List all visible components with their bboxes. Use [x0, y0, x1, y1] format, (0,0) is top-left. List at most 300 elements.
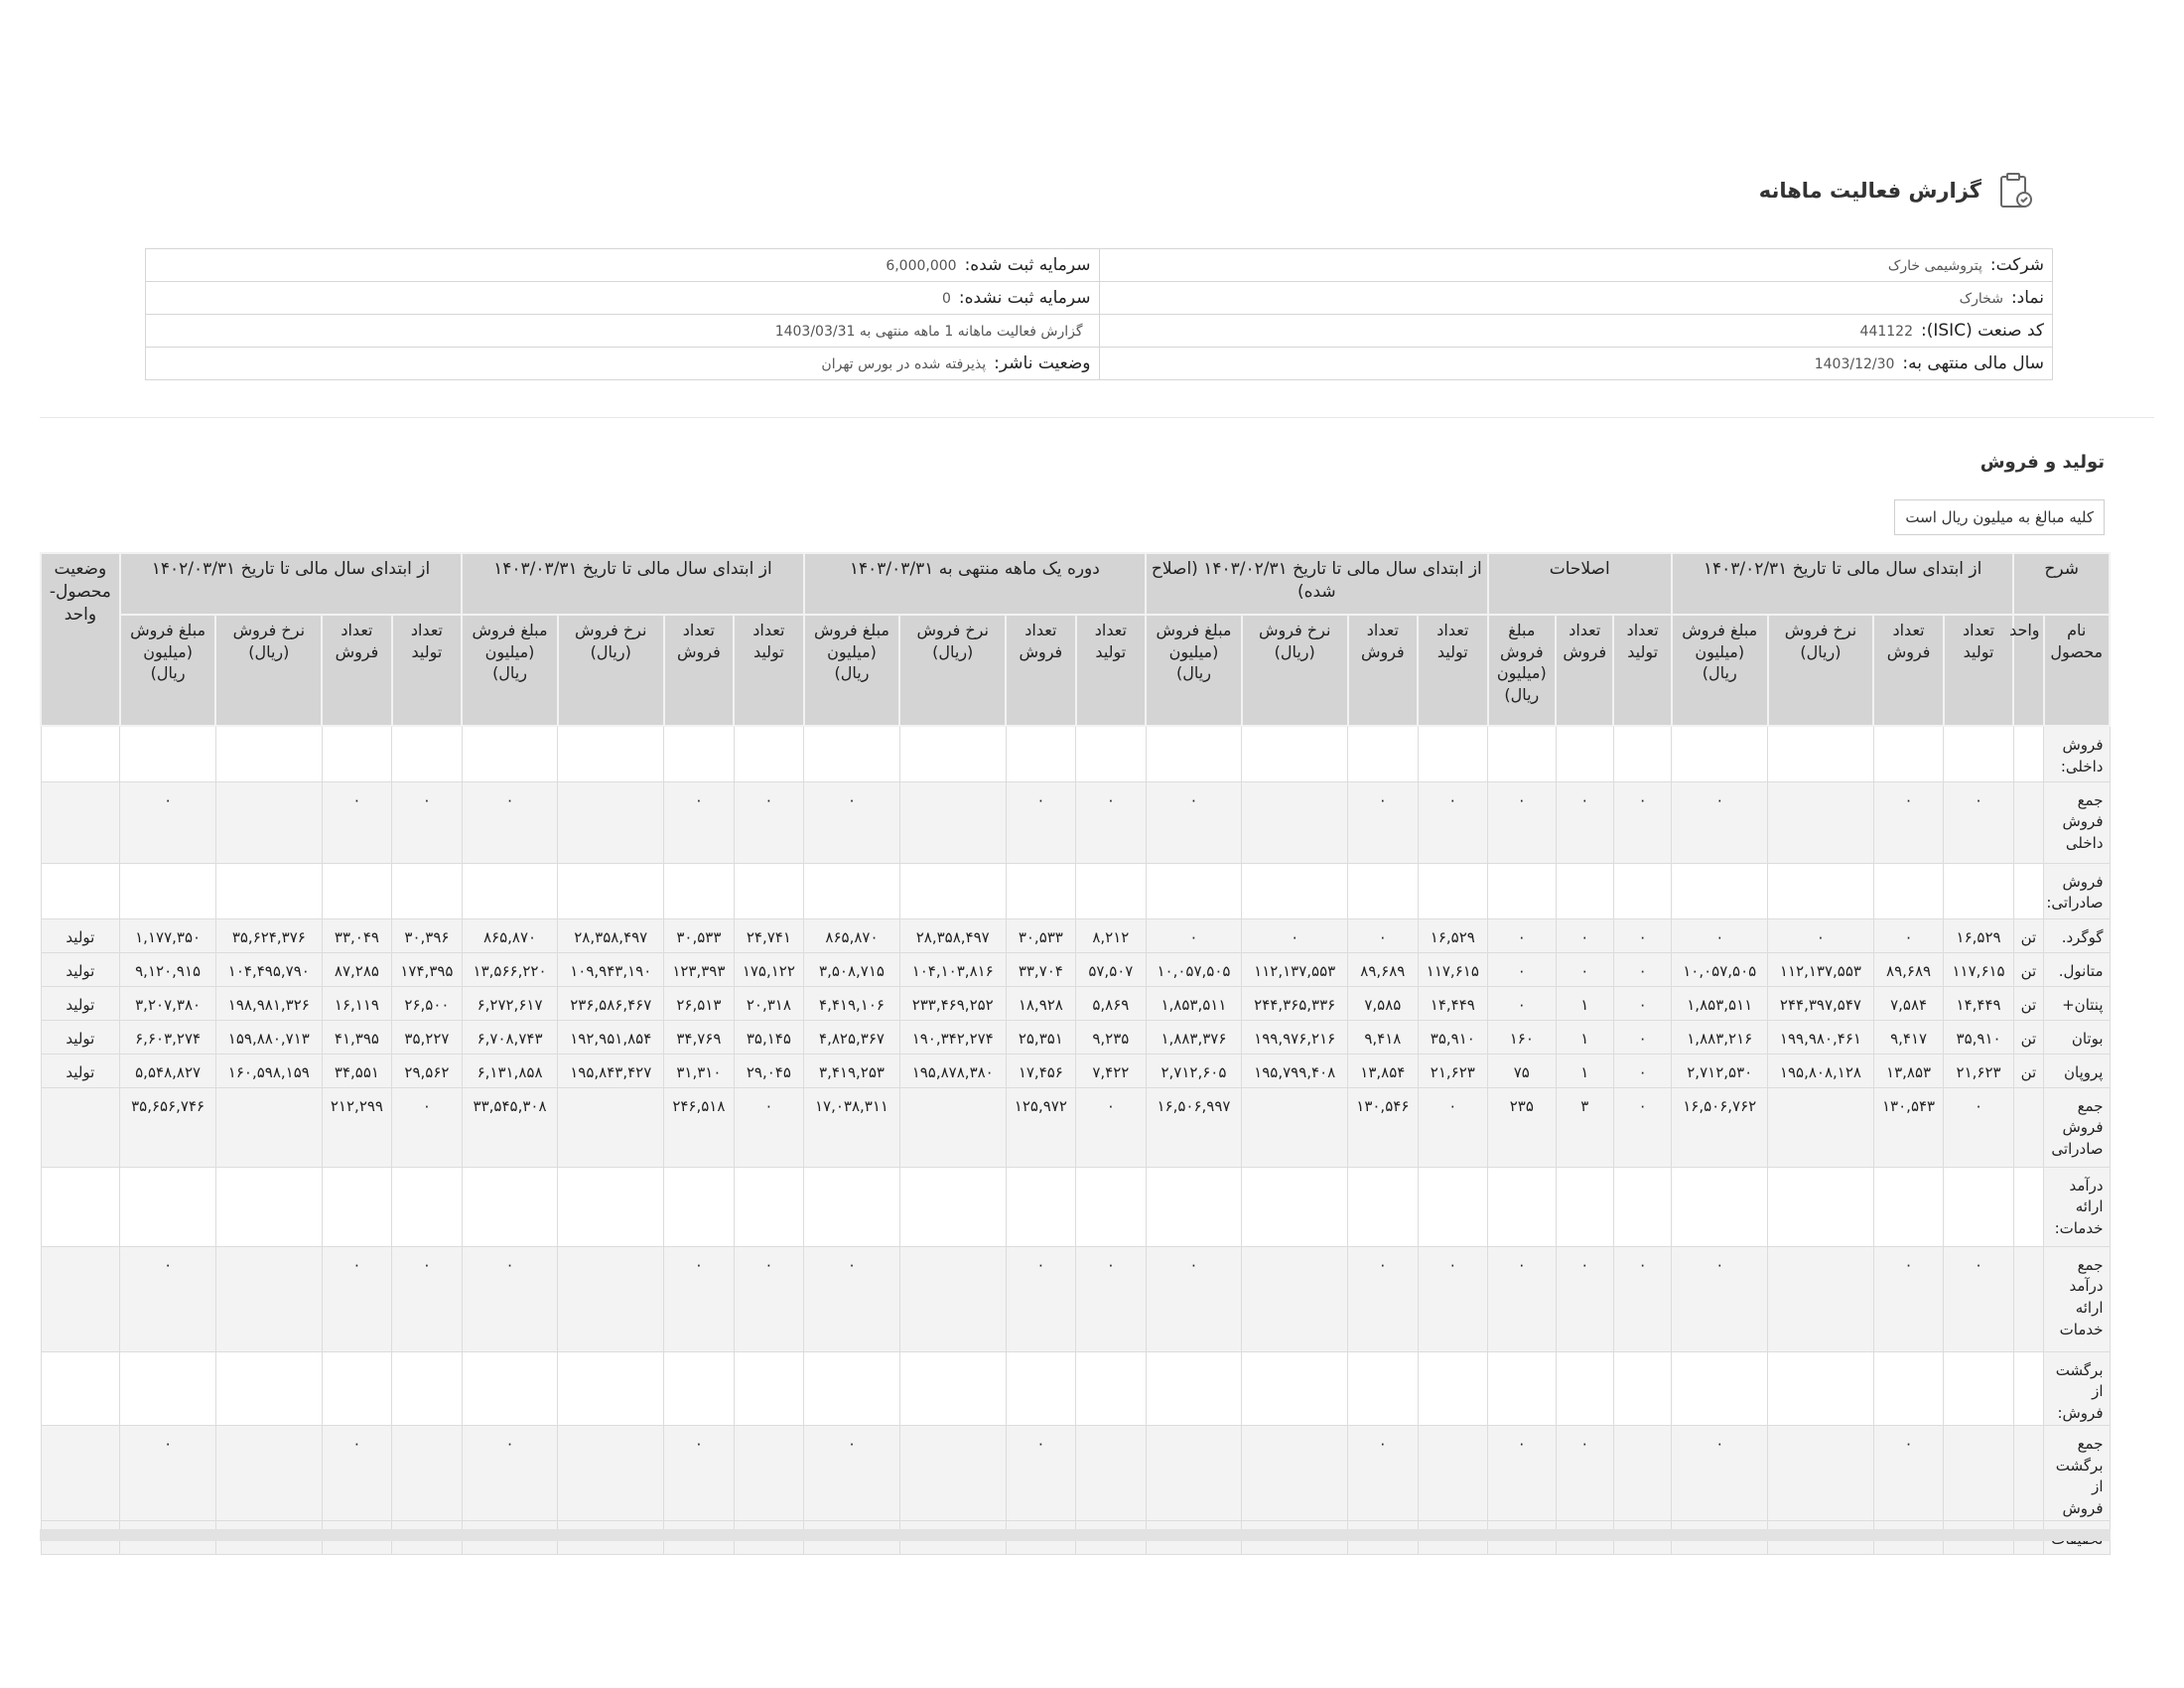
unit-cell: [2013, 781, 2043, 863]
row-label: فروش صادراتی:: [2044, 863, 2110, 918]
table-cell: [215, 1351, 322, 1425]
row-label: متانول.: [2044, 952, 2110, 986]
table-cell: [804, 863, 900, 918]
table-cell: ۱: [1556, 986, 1613, 1020]
table-cell: [1944, 726, 2014, 781]
table-cell: [1944, 863, 2014, 918]
column-header: مبلغ فروش (میلیون ریال): [1146, 615, 1242, 726]
table-cell: ۰: [1873, 918, 1944, 952]
table-cell: [1076, 1425, 1147, 1520]
table-cell: ۱۷,۰۳۸,۳۱۱: [804, 1087, 900, 1167]
table-cell: ۰: [1418, 1246, 1488, 1351]
table-cell: ۷۵: [1488, 1054, 1556, 1087]
table-cell: ۱۳۰,۵۴۶: [1348, 1087, 1419, 1167]
table-cell: ۳۱,۳۱۰: [664, 1054, 735, 1087]
table-cell: ۹,۴۱۷: [1873, 1020, 1944, 1054]
table-cell: [1556, 1167, 1613, 1246]
table-cell: [1348, 1351, 1419, 1425]
column-header: تعداد تولید: [1944, 615, 2014, 726]
group-header: از ابتدای سال مالی تا تاریخ ۱۴۰۳/۰۲/۳۱: [1672, 553, 2013, 615]
table-cell: [1418, 1167, 1488, 1246]
unit-cell: تن: [2013, 1054, 2043, 1087]
info-cell-right: [1099, 282, 2053, 315]
table-cell: ۰: [1556, 1246, 1613, 1351]
table-cell: [215, 726, 322, 781]
table-cell: [1242, 1351, 1348, 1425]
table-cell: [322, 726, 392, 781]
table-cell: ۰: [664, 1425, 735, 1520]
table-cell: ۰: [1613, 1087, 1671, 1167]
table-cell: ۳۳,۷۰۴: [1006, 952, 1076, 986]
row-label: پنتان+: [2044, 986, 2110, 1020]
table-cell: [1418, 863, 1488, 918]
table-cell: ۳۵,۹۱۰: [1944, 1020, 2014, 1054]
table-cell: ۲۴۴,۳۹۷,۵۴۷: [1768, 986, 1874, 1020]
table-cell: [1768, 726, 1874, 781]
table-cell: [664, 1167, 735, 1246]
table-cell: [664, 863, 735, 918]
table-cell: ۰: [1672, 918, 1768, 952]
table-cell: ۸,۲۱۲: [1076, 918, 1147, 952]
page-title-text: گزارش فعالیت ماهانه: [1758, 179, 1981, 203]
table-cell: [1076, 1167, 1147, 1246]
table-cell: [734, 1351, 804, 1425]
table-cell: ۱۵۹,۸۸۰,۷۱۳: [215, 1020, 322, 1054]
table-cell: [1006, 1351, 1076, 1425]
table-cell: [1418, 726, 1488, 781]
table-cell: [1768, 863, 1874, 918]
table-cell: ۰: [322, 781, 392, 863]
status-cell: تولید: [41, 918, 120, 952]
info-value: شخارک: [1959, 291, 2003, 307]
table-cell: ۶,۱۳۱,۸۵۸: [462, 1054, 558, 1087]
table-cell: [899, 781, 1006, 863]
table-cell: [734, 1425, 804, 1520]
table-cell: ۳۳,۵۴۵,۳۰۸: [462, 1087, 558, 1167]
table-cell: ۰: [1006, 1425, 1076, 1520]
table-cell: ۰: [392, 1087, 463, 1167]
table-cell: ۰: [1006, 1246, 1076, 1351]
column-header: تعداد فروش: [1556, 615, 1613, 726]
table-cell: ۰: [1146, 1246, 1242, 1351]
table-cell: ۳۰,۳۹۶: [392, 918, 463, 952]
table-cell: ۰: [1944, 1087, 2014, 1167]
info-label: سال مالی منتهی به:: [1902, 353, 2044, 373]
table-cell: [1076, 726, 1147, 781]
table-cell: ۱۰,۰۵۷,۵۰۵: [1672, 952, 1768, 986]
table-cell: ۷,۵۸۴: [1873, 986, 1944, 1020]
table-cell: ۱۹۹,۹۸۰,۴۶۱: [1768, 1020, 1874, 1054]
table-cell: ۱۴,۴۴۹: [1418, 986, 1488, 1020]
table-cell: ۸۹,۶۸۹: [1348, 952, 1419, 986]
column-header: نرخ فروش (ریال): [1242, 615, 1348, 726]
table-cell: ۳۰,۵۳۳: [664, 918, 735, 952]
table-cell: [899, 726, 1006, 781]
table-cell: ۱۲۳,۳۹۳: [664, 952, 735, 986]
table-cell: ۰: [1768, 918, 1874, 952]
table-cell: ۰: [1076, 781, 1147, 863]
section-row: [41, 863, 2110, 918]
table-cell: ۱۳,۸۵۳: [1873, 1054, 1944, 1087]
info-cell-left: [146, 315, 1100, 348]
table-cell: ۰: [1348, 918, 1419, 952]
table-cell: ۳۵,۱۴۵: [734, 1020, 804, 1054]
table-cell: ۶,۲۷۲,۶۱۷: [462, 986, 558, 1020]
table-cell: ۰: [462, 781, 558, 863]
table-cell: [558, 1167, 664, 1246]
table-cell: [558, 1246, 664, 1351]
table-cell: [1146, 726, 1242, 781]
table-row: [41, 918, 2110, 952]
table-cell: [899, 863, 1006, 918]
table-cell: [899, 1087, 1006, 1167]
table-cell: ۴,۸۲۵,۳۶۷: [804, 1020, 900, 1054]
table-cell: ۰: [1076, 1246, 1147, 1351]
unit-cell: [2013, 1351, 2043, 1425]
table-cell: ۱۶۰: [1488, 1020, 1556, 1054]
table-cell: [215, 863, 322, 918]
table-cell: [1076, 1351, 1147, 1425]
info-value: گزارش فعالیت ماهانه 1 ماهه منتهی به 1403/03/31: [774, 324, 1083, 340]
info-cell-right: [1099, 348, 2053, 380]
sub-header-row: [41, 615, 2110, 726]
table-cell: [1418, 1351, 1488, 1425]
table-cell: [664, 1351, 735, 1425]
row-label: جمع درآمد ارائه خدمات: [2044, 1246, 2110, 1351]
section-divider: [40, 417, 2154, 418]
table-cell: ۵۷,۵۰۷: [1076, 952, 1147, 986]
table-cell: ۰: [1488, 952, 1556, 986]
total-row: [41, 1425, 2110, 1520]
table-cell: [392, 1425, 463, 1520]
table-row: [41, 986, 2110, 1020]
total-row: [41, 781, 2110, 863]
table-cell: [322, 1167, 392, 1246]
table-cell: ۰: [120, 1425, 216, 1520]
production-sales-table: [40, 552, 2111, 1555]
table-cell: [1873, 1167, 1944, 1246]
table-cell: ۰: [1873, 1246, 1944, 1351]
table-cell: [1672, 863, 1768, 918]
table-cell: ۰: [1613, 986, 1671, 1020]
table-cell: [558, 1425, 664, 1520]
column-header: مبلغ فروش (میلیون ریال): [804, 615, 900, 726]
table-cell: ۰: [734, 1246, 804, 1351]
group-header-row: [41, 553, 2110, 615]
column-header: نرخ فروش (ریال): [899, 615, 1006, 726]
status-cell: [41, 863, 120, 918]
table-cell: ۳,۵۰۸,۷۱۵: [804, 952, 900, 986]
table-cell: ۰: [1613, 781, 1671, 863]
info-value: پذیرفته شده در بورس تهران: [821, 356, 987, 372]
table-cell: ۳۵,۲۲۷: [392, 1020, 463, 1054]
table-cell: [1613, 1167, 1671, 1246]
table-cell: [558, 781, 664, 863]
table-cell: [1556, 1351, 1613, 1425]
table-cell: [215, 1087, 322, 1167]
group-header: وضعیت محصول-واحد: [41, 553, 120, 726]
table-cell: ۱۹۲,۹۵۱,۸۵۴: [558, 1020, 664, 1054]
table-cell: [804, 1167, 900, 1246]
table-cell: ۰: [322, 1246, 392, 1351]
row-label: درآمد ارائه خدمات:: [2044, 1167, 2110, 1246]
unit-cell: [2013, 726, 2043, 781]
table-cell: ۰: [120, 781, 216, 863]
table-cell: ۲۴۶,۵۱۸: [664, 1087, 735, 1167]
table-cell: [1613, 726, 1671, 781]
table-cell: [1006, 1167, 1076, 1246]
table-cell: [1242, 1246, 1348, 1351]
column-header: مبلغ فروش (میلیون ریال): [1488, 615, 1556, 726]
column-header: تعداد فروش: [664, 615, 735, 726]
table-cell: [1006, 863, 1076, 918]
column-header: تعداد تولید: [392, 615, 463, 726]
status-cell: تولید: [41, 952, 120, 986]
table-cell: ۰: [462, 1425, 558, 1520]
table-cell: [1348, 726, 1419, 781]
section-row: [41, 1351, 2110, 1425]
table-cell: [899, 1167, 1006, 1246]
table-cell: ۲۸,۳۵۸,۴۹۷: [899, 918, 1006, 952]
table-cell: ۲۱۲,۲۹۹: [322, 1087, 392, 1167]
info-row: [146, 315, 2053, 348]
table-cell: ۱۶,۵۲۹: [1418, 918, 1488, 952]
column-header: نرخ فروش (ریال): [558, 615, 664, 726]
column-header: مبلغ فروش (میلیون ریال): [462, 615, 558, 726]
table-cell: ۲۱,۶۲۳: [1944, 1054, 2014, 1087]
table-cell: ۰: [1672, 1425, 1768, 1520]
column-header: تعداد تولید: [1076, 615, 1147, 726]
info-label: سرمایه ثبت نشده:: [958, 288, 1091, 308]
group-header: از ابتدای سال مالی تا تاریخ ۱۴۰۳/۰۳/۳۱: [462, 553, 803, 615]
table-cell: ۰: [804, 781, 900, 863]
horizontal-scrollbar[interactable]: [40, 1529, 2111, 1541]
info-cell-left: [146, 348, 1100, 380]
table-cell: [1768, 1425, 1874, 1520]
table-cell: ۱۶,۵۲۹: [1944, 918, 2014, 952]
table-cell: [899, 1351, 1006, 1425]
table-cell: ۰: [392, 781, 463, 863]
table-row: [41, 1020, 2110, 1054]
table-cell: ۰: [1488, 1246, 1556, 1351]
table-cell: ۰: [664, 781, 735, 863]
table-cell: [1348, 1167, 1419, 1246]
table-cell: ۰: [1613, 952, 1671, 986]
table-cell: ۹,۴۱۸: [1348, 1020, 1419, 1054]
table-cell: ۰: [734, 781, 804, 863]
column-header: نرخ فروش (ریال): [1768, 615, 1874, 726]
table-cell: [1672, 726, 1768, 781]
status-cell: تولید: [41, 986, 120, 1020]
table-cell: ۰: [1613, 1246, 1671, 1351]
table-cell: ۲۳۵: [1488, 1087, 1556, 1167]
column-header: نام محصول: [2044, 615, 2110, 726]
table-cell: ۲,۷۱۲,۵۳۰: [1672, 1054, 1768, 1087]
table-cell: ۰: [1488, 1425, 1556, 1520]
table-cell: ۳: [1556, 1087, 1613, 1167]
table-cell: [734, 863, 804, 918]
info-row: [146, 249, 2053, 282]
table-cell: ۱۱۷,۶۱۵: [1418, 952, 1488, 986]
table-cell: ۱۰,۰۵۷,۵۰۵: [1146, 952, 1242, 986]
table-cell: ۱۷۴,۳۹۵: [392, 952, 463, 986]
table-cell: ۰: [1418, 1087, 1488, 1167]
table-cell: [734, 726, 804, 781]
status-cell: [41, 1246, 120, 1351]
table-cell: ۲۶,۵۱۳: [664, 986, 735, 1020]
table-cell: ۸۶۵,۸۷۰: [462, 918, 558, 952]
table-cell: ۰: [734, 1087, 804, 1167]
table-cell: ۰: [1488, 781, 1556, 863]
column-header: مبلغ فروش (میلیون ریال): [120, 615, 216, 726]
table-cell: [1146, 1351, 1242, 1425]
table-cell: ۱,۸۸۳,۳۷۶: [1146, 1020, 1242, 1054]
status-cell: تولید: [41, 1054, 120, 1087]
status-cell: [41, 1167, 120, 1246]
group-header: اصلاحات: [1488, 553, 1672, 615]
table-cell: [1873, 1351, 1944, 1425]
table-cell: [1242, 1167, 1348, 1246]
table-cell: ۰: [1944, 1246, 2014, 1351]
table-cell: [804, 1351, 900, 1425]
info-value: پتروشیمی خارک: [1887, 258, 1982, 274]
table-cell: ۱۹۹,۹۷۶,۲۱۶: [1242, 1020, 1348, 1054]
group-header: از ابتدای سال مالی تا تاریخ ۱۴۰۳/۰۲/۳۱ (اصلاح شده): [1146, 553, 1487, 615]
table-cell: ۰: [120, 1246, 216, 1351]
table-cell: [1076, 863, 1147, 918]
unit-cell: [2013, 1087, 2043, 1167]
unit-cell: تن: [2013, 986, 2043, 1020]
table-cell: ۱۷,۴۵۶: [1006, 1054, 1076, 1087]
table-cell: ۰: [1418, 781, 1488, 863]
table-cell: ۱۳,۵۶۶,۲۲۰: [462, 952, 558, 986]
table-cell: ۱: [1556, 1020, 1613, 1054]
info-label: کد صنعت (ISIC):: [1921, 321, 2044, 341]
table-cell: [1944, 1351, 2014, 1425]
unit-cell: [2013, 863, 2043, 918]
column-header: تعداد تولید: [734, 615, 804, 726]
info-label: شرکت:: [1989, 255, 2044, 275]
table-cell: [1768, 1087, 1874, 1167]
company-info-table: [145, 248, 2053, 380]
table-cell: ۸۹,۶۸۹: [1873, 952, 1944, 986]
table-cell: ۱۹۰,۳۴۲,۲۷۴: [899, 1020, 1006, 1054]
table-cell: ۱,۸۸۳,۲۱۶: [1672, 1020, 1768, 1054]
table-cell: ۱۶,۱۱۹: [322, 986, 392, 1020]
table-cell: [1242, 1087, 1348, 1167]
table-cell: ۰: [1556, 1425, 1613, 1520]
report-clipboard-icon: [1995, 171, 2035, 211]
table-cell: ۸۶۵,۸۷۰: [804, 918, 900, 952]
table-cell: ۰: [1873, 1425, 1944, 1520]
table-cell: ۱۰۹,۹۴۳,۱۹۰: [558, 952, 664, 986]
table-cell: ۲۳۳,۴۶۹,۲۵۲: [899, 986, 1006, 1020]
table-cell: ۰: [1556, 952, 1613, 986]
table-cell: ۳۵,۶۲۴,۳۷۶: [215, 918, 322, 952]
table-cell: ۱۸,۹۲۸: [1006, 986, 1076, 1020]
table-cell: [1146, 1167, 1242, 1246]
table-cell: [120, 1351, 216, 1425]
table-cell: [1944, 1167, 2014, 1246]
table-cell: [1488, 1351, 1556, 1425]
table-cell: [1556, 726, 1613, 781]
table-cell: ۰: [1348, 1246, 1419, 1351]
table-cell: [804, 726, 900, 781]
table-cell: [215, 1167, 322, 1246]
table-cell: [1242, 1425, 1348, 1520]
table-cell: ۱,۱۷۷,۳۵۰: [120, 918, 216, 952]
table-cell: ۱۹۸,۹۸۱,۳۲۶: [215, 986, 322, 1020]
table-cell: [1672, 1167, 1768, 1246]
table-cell: ۰: [1348, 781, 1419, 863]
table-cell: ۱۹۵,۸۰۸,۱۲۸: [1768, 1054, 1874, 1087]
table-cell: ۱۶۰,۵۹۸,۱۵۹: [215, 1054, 322, 1087]
table-cell: ۰: [1613, 1020, 1671, 1054]
table-cell: [462, 863, 558, 918]
table-cell: ۰: [1944, 781, 2014, 863]
info-label: وضعیت ناشر:: [994, 353, 1091, 373]
table-cell: [322, 863, 392, 918]
column-header: نرخ فروش (ریال): [215, 615, 322, 726]
table-cell: ۰: [1556, 781, 1613, 863]
table-cell: ۲,۷۱۲,۶۰۵: [1146, 1054, 1242, 1087]
info-cell-right: [1099, 249, 2053, 282]
table-cell: [1613, 1425, 1671, 1520]
table-cell: ۱۱۲,۱۳۷,۵۵۳: [1242, 952, 1348, 986]
group-header: از ابتدای سال مالی تا تاریخ ۱۴۰۲/۰۳/۳۱: [120, 553, 462, 615]
section-row: [41, 726, 2110, 781]
table-cell: ۶,۷۰۸,۷۴۳: [462, 1020, 558, 1054]
row-label: گوگرد.: [2044, 918, 2110, 952]
table-cell: ۰: [1613, 918, 1671, 952]
section-row: [41, 1167, 2110, 1246]
info-label: نماد:: [2010, 288, 2044, 308]
table-cell: [215, 781, 322, 863]
table-cell: [1418, 1425, 1488, 1520]
table-cell: ۰: [322, 1425, 392, 1520]
table-cell: ۲۸,۳۵۸,۴۹۷: [558, 918, 664, 952]
table-cell: [462, 1167, 558, 1246]
table-cell: ۰: [804, 1246, 900, 1351]
table-cell: ۱۴,۴۴۹: [1944, 986, 2014, 1020]
table-cell: ۳,۴۱۹,۲۵۳: [804, 1054, 900, 1087]
table-cell: [1556, 863, 1613, 918]
table-cell: ۰: [1146, 918, 1242, 952]
table-cell: ۸۷,۲۸۵: [322, 952, 392, 986]
table-cell: [1488, 1167, 1556, 1246]
table-cell: ۰: [664, 1246, 735, 1351]
table-cell: [215, 1425, 322, 1520]
table-cell: [1768, 781, 1874, 863]
info-value: 441122: [1859, 324, 1913, 340]
total-row: [41, 1087, 2110, 1167]
table-cell: ۰: [1348, 1425, 1419, 1520]
table-cell: ۷,۵۸۵: [1348, 986, 1419, 1020]
table-cell: [1006, 726, 1076, 781]
info-value: 1403/12/30: [1814, 356, 1895, 372]
unit-cell: تن: [2013, 918, 2043, 952]
table-cell: ۳۴,۵۵۱: [322, 1054, 392, 1087]
table-cell: ۰: [1006, 781, 1076, 863]
table-cell: [558, 1351, 664, 1425]
unit-cell: [2013, 1425, 2043, 1520]
table-cell: ۰: [1146, 781, 1242, 863]
table-cell: [462, 726, 558, 781]
table-cell: [462, 1351, 558, 1425]
table-cell: ۷,۴۲۲: [1076, 1054, 1147, 1087]
table-cell: [734, 1167, 804, 1246]
table-cell: ۱۲۵,۹۷۲: [1006, 1087, 1076, 1167]
